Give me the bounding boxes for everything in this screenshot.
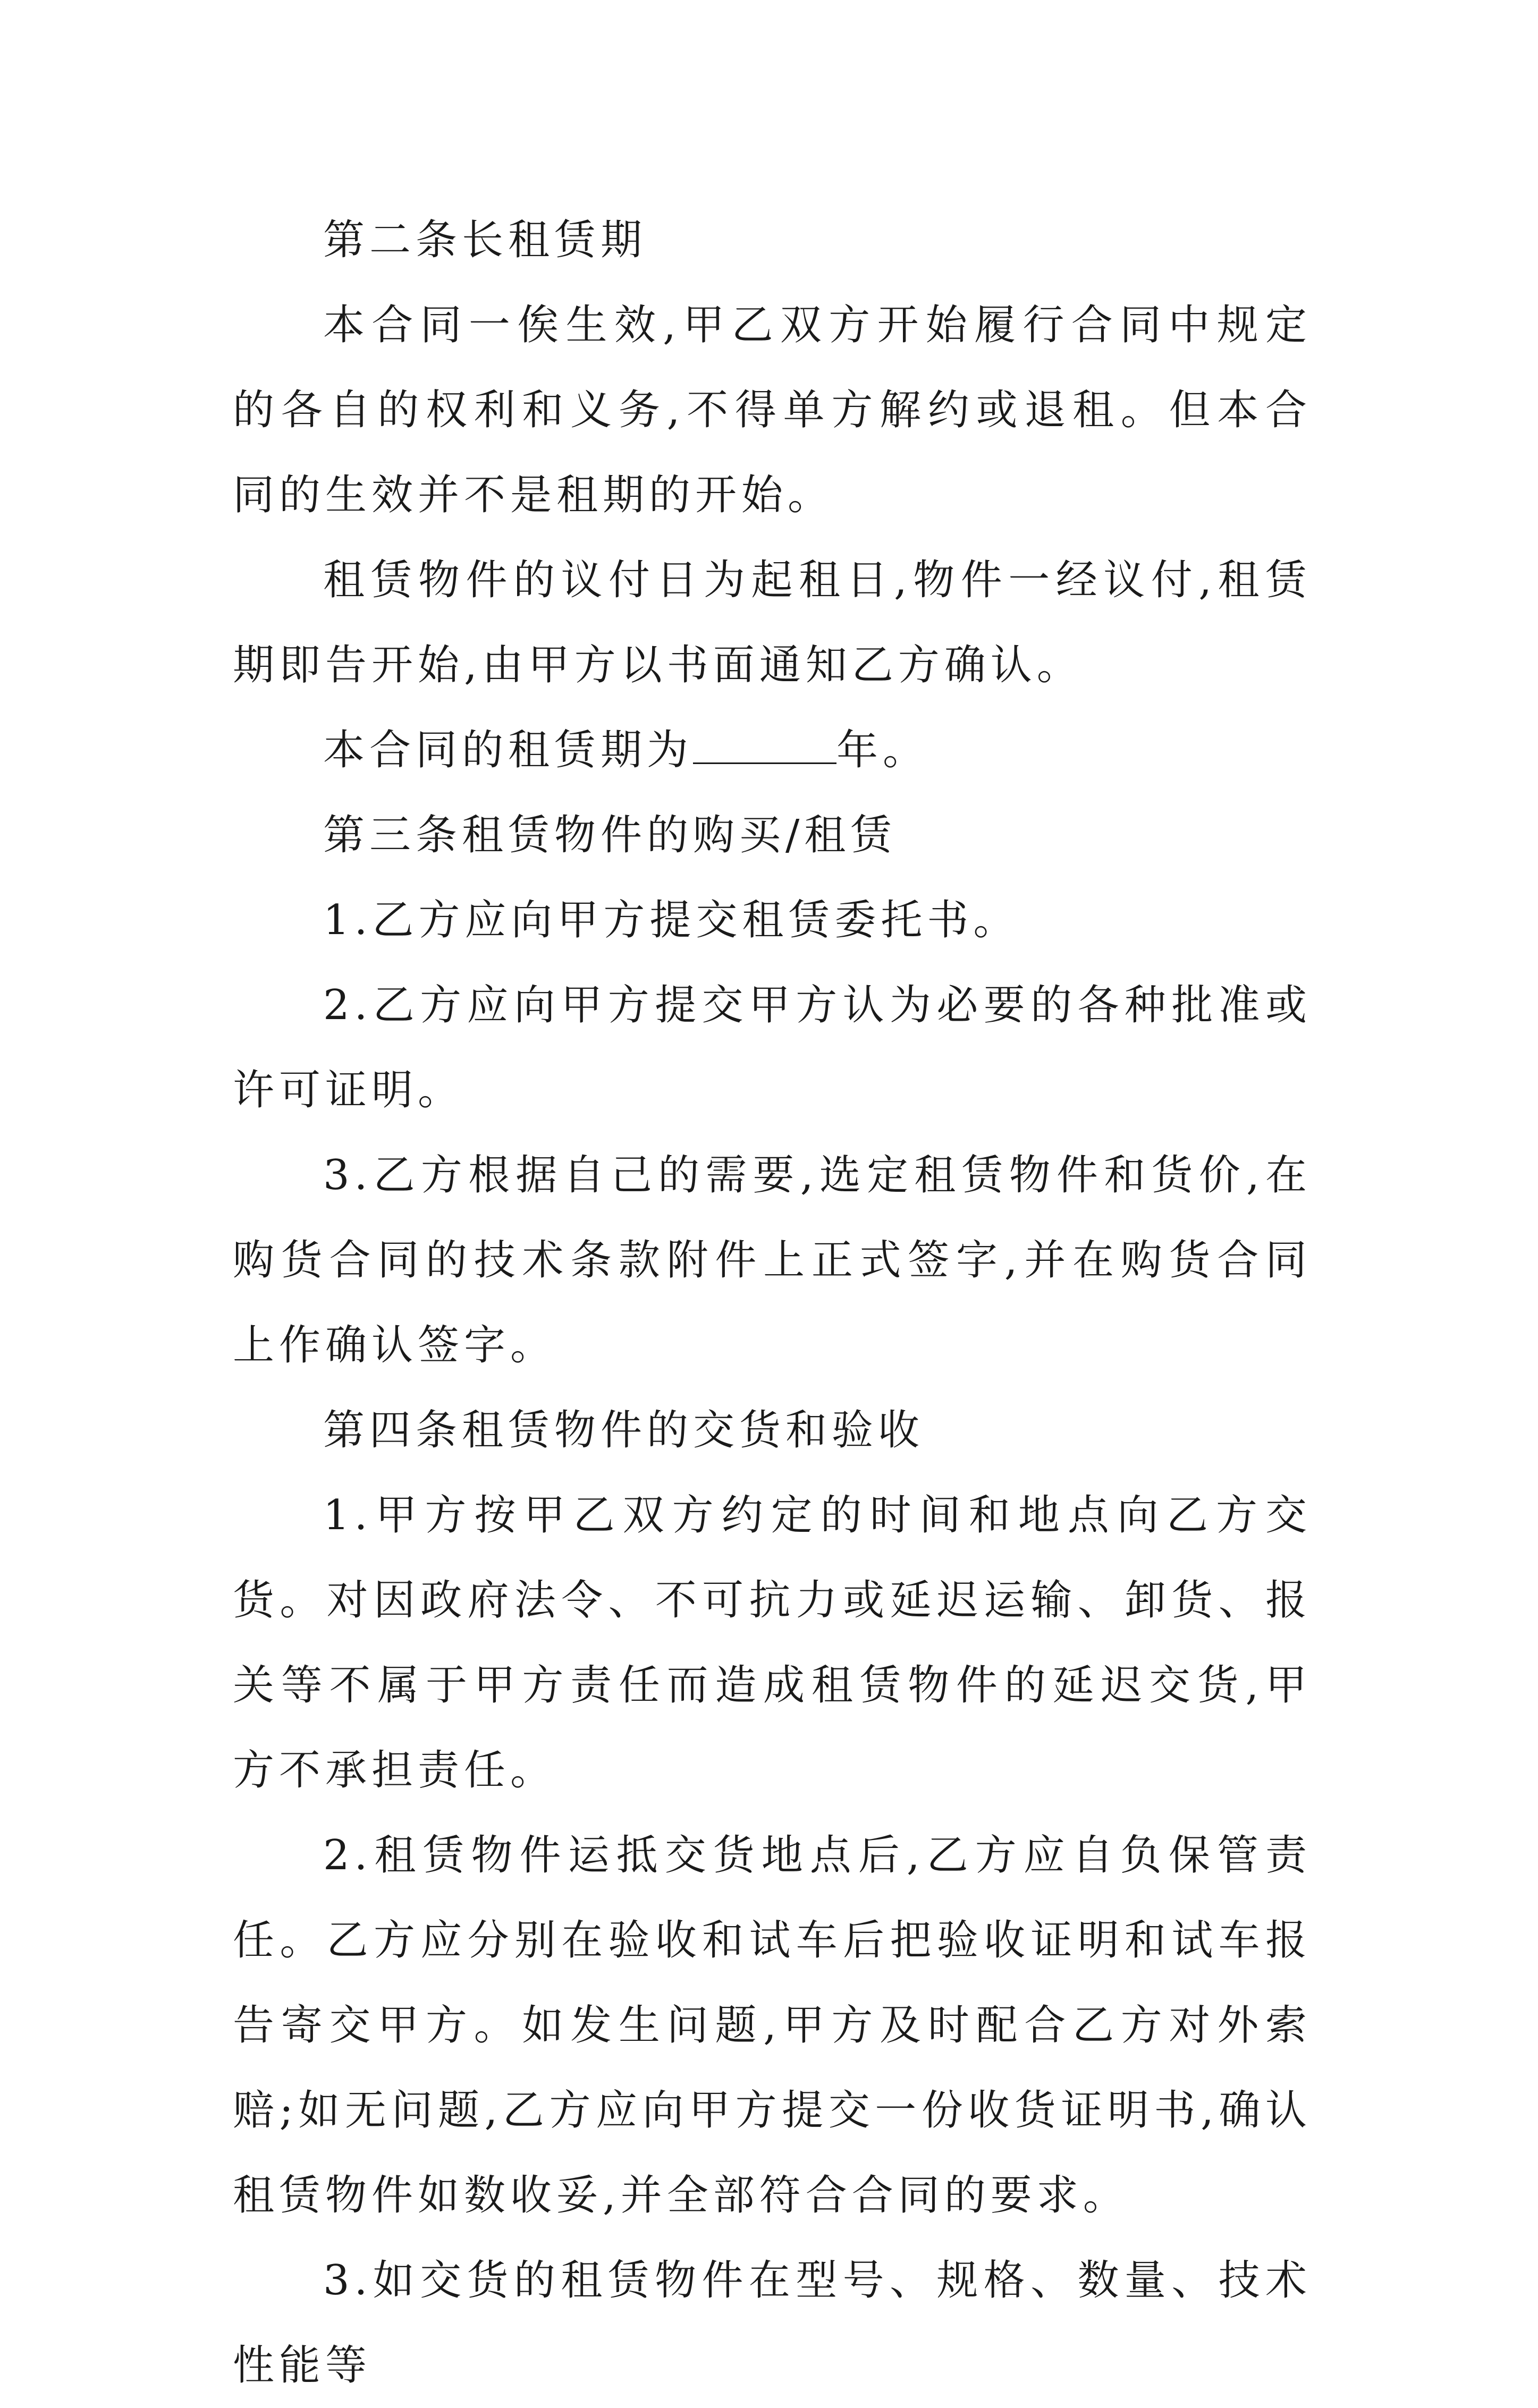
article-4-item-2: 2.租赁物件运抵交货地点后,乙方应自负保管责任。乙方应分别在验收和试车后把验收证明和试车报告寄交甲方。如发生问题,甲方及时配合乙方对外索赔;如无问题,乙方应向甲方提交一份收货证明书,确认租赁物件如数收妥,并全部符合合同的要求。 bbox=[233, 1832, 1312, 2219]
paragraph-lease-term bbox=[233, 708, 1312, 793]
article-3-item-1: 1.乙方应向甲方提交租赁委托书。 bbox=[323, 896, 1020, 944]
lease-term-suffix: 年。 bbox=[836, 726, 929, 774]
lease-term-prefix: 本合同的租赁期为 bbox=[323, 726, 694, 774]
article-3-item-3: 3.乙方根据自己的需要,选定租赁物件和货价,在购货合同的技术条款附件上正式签字,并在购货合同上作确认签字。 bbox=[233, 1151, 1312, 1369]
document-body bbox=[233, 198, 1312, 2408]
article-4-item-3: 3.如交货的租赁物件在型号、规格、数量、技术性能等 bbox=[233, 2257, 1312, 2389]
article-4-item-1: 1.甲方按甲乙双方约定的时间和地点向乙方交货。对因政府法令、不可抗力或延迟运输、卸货、报关等不属于甲方责任而造成租赁物件的延迟交货,甲方不承担责任。 bbox=[233, 1491, 1312, 1794]
paragraph-effectiveness: 本合同一俟生效,甲乙双方开始履行合同中规定的各自的权利和义务,不得单方解约或退租。但本合同的生效并不是租期的开始。 bbox=[233, 301, 1312, 519]
article-3-item-2: 2.乙方应向甲方提交甲方认为必要的各种批准或许可证明。 bbox=[233, 981, 1312, 1114]
paragraph-lease-start: 租赁物件的议付日为起租日,物件一经议付,租赁期即告开始,由甲方以书面通知乙方确认。 bbox=[233, 556, 1312, 689]
article-4-heading: 第四条租赁物件的交货和验收 bbox=[323, 1406, 925, 1454]
article-2-heading: 第二条长租赁期 bbox=[323, 216, 647, 264]
article-3-heading: 第三条租赁物件的购买/租赁 bbox=[323, 811, 897, 859]
lease-term-blank bbox=[693, 731, 836, 764]
